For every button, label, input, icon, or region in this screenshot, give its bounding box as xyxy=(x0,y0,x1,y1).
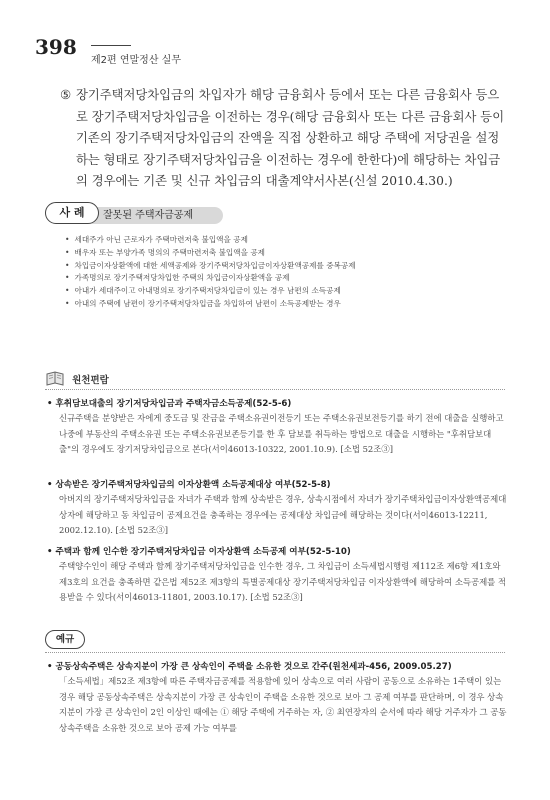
header-divider xyxy=(91,45,131,46)
book-icon xyxy=(45,370,65,388)
divider xyxy=(45,652,505,653)
list-item: • 가족명의로 장기주택저당차입한 주택의 차입금이자상환액을 공제 xyxy=(65,272,505,285)
example-badge: 예규 xyxy=(45,630,85,649)
main-paragraph xyxy=(60,85,510,193)
list-item: • 배우자 또는 부양가족 명의의 주택마련저축 불입액을 공제 xyxy=(65,247,505,260)
precedent-label: 원천편람 xyxy=(72,374,109,386)
example-entry xyxy=(47,660,507,737)
entry-title: • 후취담보대출의 장기저당차입금과 주택자금소득공제(52-5-6) xyxy=(47,397,507,411)
case-badge: 사 례 xyxy=(45,202,99,224)
precedent-entry xyxy=(47,397,507,458)
list-item: • 세대주가 아닌 근로자가 주택마련저축 불입액을 공제 xyxy=(65,234,505,247)
precedent-entry xyxy=(47,545,507,606)
paragraph-number: ⑤ xyxy=(60,88,72,102)
entry-title: • 주택과 함께 인수한 장기주택저당차입금 이자상환액 소득공제 여부(52-5-10) xyxy=(47,545,507,559)
precedent-entry xyxy=(47,478,507,539)
entry-body: 「소득세법」제52조 제3항에 따른 주택자금공제를 적용함에 있어 상속으로 여러 사람이 공동으로 소유하는 1주택이 있는 경우 해당 공동상속주택은 상속지분이 가장 큰 상속인이 주택을 소유한 것으로 보아 그 공제 여부를 판단하며, 이 경우 상속지분이 가장 큰 상속인이 2인 이상인 때에는 ① 해당 주택에 거주하는 자, ② 최연장자의 순서에 따라 해당 거주자가 그 공동상속주택을 소유한 것으로 보아 공제 가능 여부를 xyxy=(59,676,507,734)
divider xyxy=(45,389,505,390)
case-list xyxy=(65,234,505,311)
precedent-section-label xyxy=(45,368,109,388)
entry-title: • 공동상속주택은 상속지분이 가장 큰 상속인이 주택을 소유한 것으로 간주(원천세과-456, 2009.05.27) xyxy=(47,660,507,674)
entry-body: 주택양수인이 해당 주택과 함께 장기주택저당차입금을 인수한 경우, 그 차입금이 소득세법시행령 제112조 제6항 제1호와 제3호의 요건을 충족하면 같은법 제52조 제3항의 특별공제대상 장기주택저당차입금 이자상환액에 해당하여 소득공제를 적용받을 수 있다(서이46013-11801, 2003.10.17). [소법 52조③] xyxy=(59,561,507,603)
list-item: • 차입금이자상환액에 대한 세액공제와 장기주택저당차입금이자상환액공제를 중복공제 xyxy=(65,260,505,273)
page-number: 398 xyxy=(35,35,77,59)
entry-body: 아버지의 장기주택저당차입금을 자녀가 주택과 함께 상속받은 경우, 상속시점에서 자녀가 장기주택차입금이자상환액공제대상자에 해당하고 동 차입금이 공제요건을 충족하는 경우에는 공제대상 차입금에 해당하는 것이다(서이46013-12211, 2002.12.10). [소법 52조③] xyxy=(59,494,507,536)
paragraph-text: 장기주택저당차입금의 차입자가 해당 금융회사 등에서 또는 다른 금융회사 등으로 장기주택저당차입금을 이전하는 경우(해당 금융회사 또는 다른 금융회사 등이 기존의 장기주택저당차입금의 잔액을 직접 상환하고 해당 주택에 저당권을 설정하는 형태로 장기주택저당차입금을 이전하는 경우에 한한다)에 해당하는 차입금의 경우에는 기존 및 신규 차입금의 대출계약서사본(신설 2010.4.30.) xyxy=(76,88,505,188)
page-header xyxy=(35,35,515,75)
case-section-label xyxy=(45,202,225,228)
entry-body: 신규주택을 분양받은 자에게 중도금 및 잔금을 주택소유권이전등기 또는 주택소유권보전등기를 하기 전에 대출을 실행하고 나중에 부동산의 주택소유권 또는 주택소유권보존등기를 한 후 담보를 취득하는 방법으로 대출을 시행하는 "후취담보대출"의 경우에도 장기저당차입금으로 본다(서이46013-10322, 2001.10.9). [소법 52조③] xyxy=(59,413,504,455)
list-item: • 아내의 주택에 남편이 장기주택저당차입금을 차입하여 남편이 소득공제받는 경우 xyxy=(65,298,505,311)
entry-title: • 상속받은 장기주택저당차입금의 이자상환액 소득공제대상 여부(52-5-8) xyxy=(47,478,507,492)
case-title: 잘못된 주택자금공제 xyxy=(89,207,223,224)
chapter-title: 제2편 연말정산 실무 xyxy=(91,55,181,66)
list-item: • 아내가 세대주이고 아내명의로 장기주택저당차입금이 있는 경우 남편의 소득공제 xyxy=(65,285,505,298)
